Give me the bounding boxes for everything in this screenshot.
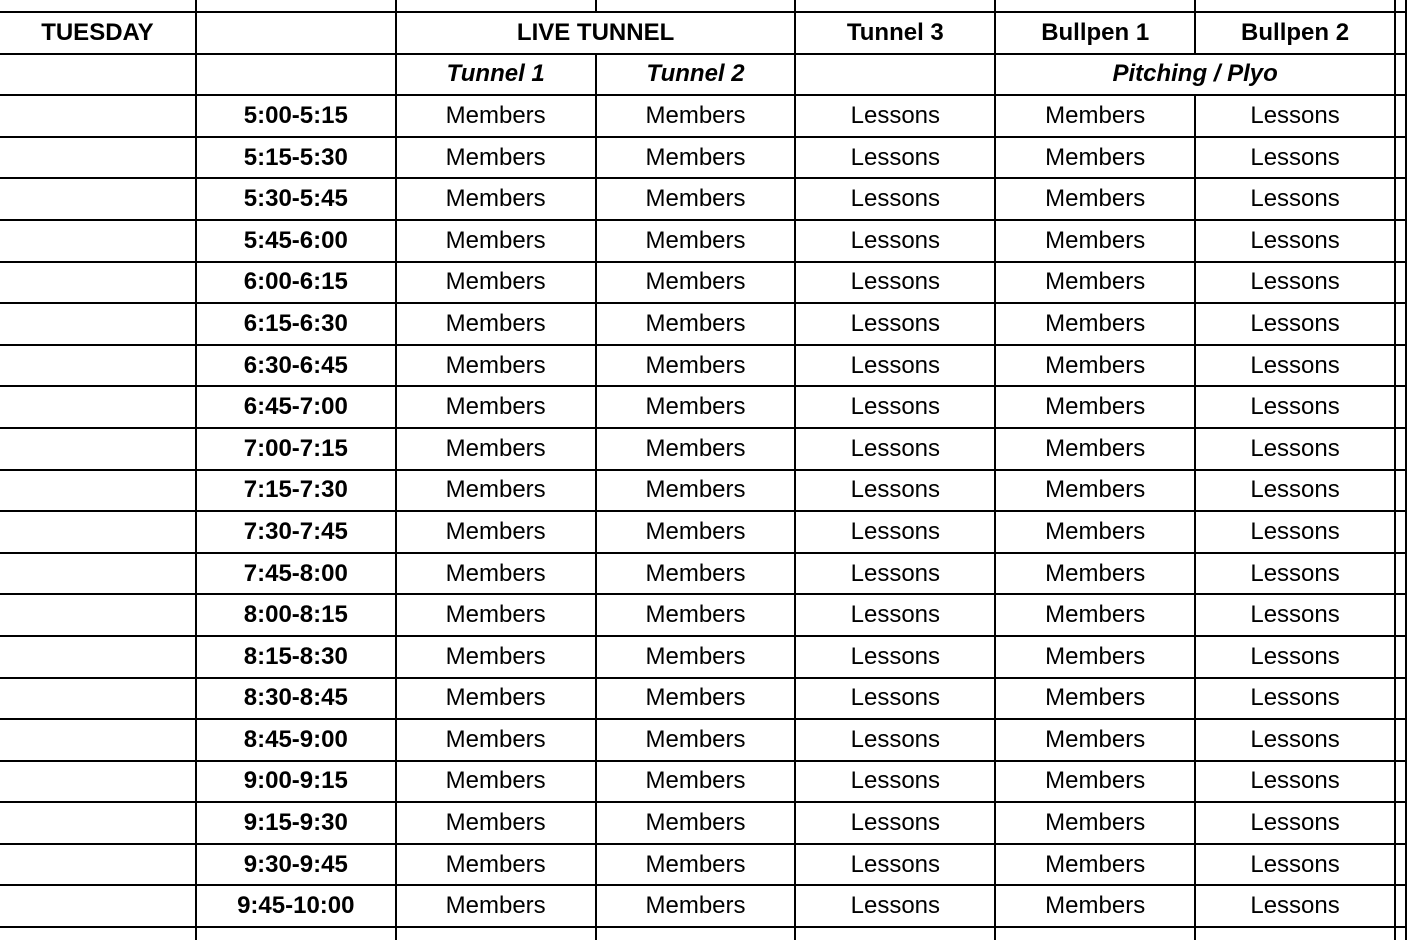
cell[interactable] xyxy=(1395,262,1406,304)
cell[interactable] xyxy=(0,927,196,940)
tunnel2-cell[interactable]: Members xyxy=(596,553,796,595)
cell[interactable] xyxy=(0,345,196,387)
table-row xyxy=(0,719,1406,761)
tunnel1-cell[interactable]: Members xyxy=(396,386,596,428)
cell[interactable] xyxy=(0,220,196,262)
cell[interactable] xyxy=(1395,220,1406,262)
cell[interactable] xyxy=(1395,553,1406,595)
time-slot-cell[interactable]: 5:00-5:15 xyxy=(196,95,396,137)
tunnel2-cell[interactable]: Members xyxy=(596,761,796,803)
tunnel1-cell[interactable]: Members xyxy=(396,137,596,179)
tunnel3-cell[interactable]: Lessons xyxy=(795,844,995,886)
bullpen1-cell[interactable]: Members xyxy=(995,428,1195,470)
cell[interactable] xyxy=(0,636,196,678)
bullpen1-cell[interactable]: Members xyxy=(995,262,1195,304)
time-slot-cell[interactable]: 5:45-6:00 xyxy=(196,220,396,262)
cell[interactable] xyxy=(0,844,196,886)
tunnel2-cell[interactable]: Members xyxy=(596,428,796,470)
cell[interactable] xyxy=(196,927,396,940)
tunnel3-cell[interactable]: Lessons xyxy=(795,636,995,678)
tunnel2-cell[interactable]: Members xyxy=(596,594,796,636)
tunnel3-cell[interactable]: Lessons xyxy=(795,553,995,595)
tunnel2-cell[interactable]: Members xyxy=(596,220,796,262)
bullpen1-cell[interactable]: Members xyxy=(995,511,1195,553)
bullpen2-cell[interactable]: Lessons xyxy=(1195,137,1395,179)
cell[interactable] xyxy=(0,428,196,470)
tunnel3-cell[interactable]: Lessons xyxy=(795,678,995,720)
tunnel1-cell[interactable]: Members xyxy=(396,594,596,636)
cell[interactable] xyxy=(0,386,196,428)
cell[interactable] xyxy=(396,0,596,12)
time-slot-cell[interactable]: 6:30-6:45 xyxy=(196,345,396,387)
cell[interactable] xyxy=(1395,12,1406,54)
cell[interactable] xyxy=(0,594,196,636)
time-slot-cell[interactable]: 9:45-10:00 xyxy=(196,885,396,927)
table-row xyxy=(0,594,1406,636)
bullpen2-cell[interactable]: Lessons xyxy=(1195,636,1395,678)
bullpen1-cell[interactable]: Members xyxy=(995,178,1195,220)
tunnel1-cell[interactable]: Members xyxy=(396,636,596,678)
time-slot-cell[interactable]: 7:15-7:30 xyxy=(196,470,396,512)
tunnel3-cell[interactable]: Lessons xyxy=(795,262,995,304)
tunnel2-cell[interactable]: Members xyxy=(596,719,796,761)
bullpen1-cell[interactable]: Members xyxy=(995,802,1195,844)
bullpen1-cell[interactable]: Members xyxy=(995,761,1195,803)
tunnel2-cell[interactable]: Members xyxy=(596,303,796,345)
tunnel3-cell[interactable]: Lessons xyxy=(795,511,995,553)
time-slot-cell[interactable]: 5:30-5:45 xyxy=(196,178,396,220)
bullpen1-cell[interactable]: Members xyxy=(995,678,1195,720)
table-row xyxy=(0,178,1406,220)
pitching-plyo-header[interactable]: Pitching / Plyo xyxy=(995,54,1395,96)
bullpen1-cell[interactable]: Members xyxy=(995,386,1195,428)
tunnel2-cell[interactable]: Members xyxy=(596,178,796,220)
tunnel1-cell[interactable]: Members xyxy=(396,885,596,927)
table-row xyxy=(0,303,1406,345)
tunnel1-cell[interactable]: Members xyxy=(396,262,596,304)
tunnel3-cell[interactable]: Lessons xyxy=(795,802,995,844)
tunnel3-cell[interactable]: Lessons xyxy=(795,428,995,470)
tunnel1-cell[interactable]: Members xyxy=(396,511,596,553)
tunnel1-cell[interactable]: Members xyxy=(396,678,596,720)
table-row xyxy=(0,885,1406,927)
bullpen2-cell[interactable]: Lessons xyxy=(1195,303,1395,345)
cell[interactable] xyxy=(1395,802,1406,844)
time-slot-cell[interactable]: 6:00-6:15 xyxy=(196,262,396,304)
cell[interactable] xyxy=(1395,428,1406,470)
cell[interactable] xyxy=(1395,54,1406,96)
tunnel3-cell[interactable]: Lessons xyxy=(795,220,995,262)
cell[interactable] xyxy=(0,511,196,553)
tunnel3-cell[interactable]: Lessons xyxy=(795,885,995,927)
table-row xyxy=(0,511,1406,553)
bullpen1-cell[interactable]: Members xyxy=(995,553,1195,595)
time-slot-cell[interactable]: 9:30-9:45 xyxy=(196,844,396,886)
tunnel3-cell[interactable]: Lessons xyxy=(795,178,995,220)
cell[interactable] xyxy=(0,95,196,137)
bullpen1-cell[interactable]: Members xyxy=(995,95,1195,137)
time-slot-cell[interactable]: 7:45-8:00 xyxy=(196,553,396,595)
tunnel3-cell[interactable]: Lessons xyxy=(795,470,995,512)
cell[interactable] xyxy=(1395,844,1406,886)
bullpen2-cell[interactable]: Lessons xyxy=(1195,802,1395,844)
cell[interactable] xyxy=(1395,345,1406,387)
bullpen2-cell[interactable]: Lessons xyxy=(1195,470,1395,512)
time-slot-cell[interactable]: 8:45-9:00 xyxy=(196,719,396,761)
cell[interactable] xyxy=(1395,719,1406,761)
tunnel3-cell[interactable]: Lessons xyxy=(795,95,995,137)
tunnel3-cell[interactable]: Lessons xyxy=(795,303,995,345)
tunnel2-cell[interactable]: Members xyxy=(596,137,796,179)
table-row xyxy=(0,553,1406,595)
cell[interactable] xyxy=(795,927,995,940)
time-slot-cell[interactable]: 8:30-8:45 xyxy=(196,678,396,720)
cell[interactable] xyxy=(1395,178,1406,220)
cell[interactable] xyxy=(1395,0,1406,12)
cell[interactable] xyxy=(795,54,995,96)
table-row xyxy=(0,95,1406,137)
cell[interactable] xyxy=(1395,678,1406,720)
tunnel1-cell[interactable]: Members xyxy=(396,95,596,137)
tunnel1-cell[interactable]: Members xyxy=(396,844,596,886)
cell[interactable] xyxy=(596,0,796,12)
bullpen1-cell[interactable]: Members xyxy=(995,345,1195,387)
cell[interactable] xyxy=(1395,386,1406,428)
bullpen2-cell[interactable]: Lessons xyxy=(1195,553,1395,595)
tunnel1-cell[interactable]: Members xyxy=(396,802,596,844)
bullpen2-cell[interactable]: Lessons xyxy=(1195,678,1395,720)
table-row xyxy=(0,844,1406,886)
time-slot-cell[interactable]: 6:15-6:30 xyxy=(196,303,396,345)
time-slot-cell[interactable]: 5:15-5:30 xyxy=(196,137,396,179)
cell[interactable] xyxy=(0,678,196,720)
table-row xyxy=(0,386,1406,428)
bullpen1-cell[interactable]: Members xyxy=(995,885,1195,927)
time-slot-cell[interactable]: 6:45-7:00 xyxy=(196,386,396,428)
bullpen1-cell[interactable]: Members xyxy=(995,844,1195,886)
bullpen1-cell[interactable]: Members xyxy=(995,594,1195,636)
bullpen2-cell[interactable]: Lessons xyxy=(1195,885,1395,927)
bullpen1-cell[interactable]: Members xyxy=(995,137,1195,179)
cell[interactable] xyxy=(795,0,995,12)
table-row xyxy=(0,345,1406,387)
bullpen2-cell[interactable]: Lessons xyxy=(1195,262,1395,304)
tunnel1-cell[interactable]: Members xyxy=(396,220,596,262)
tunnel1-cell[interactable]: Members xyxy=(396,470,596,512)
bullpen2-cell[interactable]: Lessons xyxy=(1195,428,1395,470)
cell[interactable] xyxy=(196,0,396,12)
bullpen2-cell[interactable]: Lessons xyxy=(1195,345,1395,387)
table-row xyxy=(0,428,1406,470)
cell[interactable] xyxy=(1395,137,1406,179)
cell[interactable] xyxy=(0,470,196,512)
bullpen2-header[interactable]: Bullpen 2 xyxy=(1195,12,1395,54)
bullpen2-cell[interactable]: Lessons xyxy=(1195,511,1395,553)
bullpen1-cell[interactable]: Members xyxy=(995,636,1195,678)
cell[interactable] xyxy=(1195,0,1395,12)
bullpen2-cell[interactable]: Lessons xyxy=(1195,844,1395,886)
tunnel2-header[interactable]: Tunnel 2 xyxy=(596,54,796,96)
table-row xyxy=(0,802,1406,844)
cell[interactable] xyxy=(995,927,1195,940)
tunnel2-cell[interactable]: Members xyxy=(596,470,796,512)
cell[interactable] xyxy=(396,927,596,940)
tunnel1-cell[interactable]: Members xyxy=(396,719,596,761)
bullpen1-cell[interactable]: Members xyxy=(995,719,1195,761)
header-row-2 xyxy=(0,54,1406,96)
tunnel2-cell[interactable]: Members xyxy=(596,95,796,137)
cell[interactable] xyxy=(0,761,196,803)
cell[interactable] xyxy=(1395,885,1406,927)
bullpen2-cell[interactable]: Lessons xyxy=(1195,220,1395,262)
cell[interactable] xyxy=(0,54,196,96)
tunnel3-cell[interactable]: Lessons xyxy=(795,137,995,179)
tunnel1-cell[interactable]: Members xyxy=(396,345,596,387)
bullpen2-cell[interactable]: Lessons xyxy=(1195,178,1395,220)
day-cell[interactable]: TUESDAY xyxy=(0,12,196,54)
tunnel3-cell[interactable]: Lessons xyxy=(795,761,995,803)
cell[interactable] xyxy=(1395,95,1406,137)
time-slot-cell[interactable]: 7:00-7:15 xyxy=(196,428,396,470)
table-row xyxy=(0,137,1406,179)
tunnel2-cell[interactable]: Members xyxy=(596,885,796,927)
cell[interactable] xyxy=(1395,761,1406,803)
table-row xyxy=(0,262,1406,304)
table-row xyxy=(0,761,1406,803)
cell[interactable] xyxy=(0,802,196,844)
tunnel2-cell[interactable]: Members xyxy=(596,636,796,678)
cell[interactable] xyxy=(1395,594,1406,636)
tunnel3-cell[interactable]: Lessons xyxy=(795,386,995,428)
cell[interactable] xyxy=(1395,303,1406,345)
cell[interactable] xyxy=(0,262,196,304)
cell[interactable] xyxy=(196,54,396,96)
table-row xyxy=(0,678,1406,720)
cell[interactable] xyxy=(0,0,196,12)
tunnel2-cell[interactable]: Members xyxy=(596,678,796,720)
tunnel3-cell[interactable]: Lessons xyxy=(795,719,995,761)
bullpen1-cell[interactable]: Members xyxy=(995,470,1195,512)
header-row-1 xyxy=(0,12,1406,54)
cell[interactable] xyxy=(596,927,796,940)
tunnel1-cell[interactable]: Members xyxy=(396,761,596,803)
time-slot-cell[interactable]: 9:15-9:30 xyxy=(196,802,396,844)
bullpen2-cell[interactable]: Lessons xyxy=(1195,761,1395,803)
cell[interactable] xyxy=(1395,927,1406,940)
cell[interactable] xyxy=(0,303,196,345)
tunnel2-cell[interactable]: Members xyxy=(596,345,796,387)
time-slot-cell[interactable]: 9:00-9:15 xyxy=(196,761,396,803)
cell[interactable] xyxy=(0,137,196,179)
tunnel3-cell[interactable]: Lessons xyxy=(795,594,995,636)
cell[interactable] xyxy=(995,0,1195,12)
tunnel1-header[interactable]: Tunnel 1 xyxy=(396,54,596,96)
table-row xyxy=(0,220,1406,262)
cell[interactable] xyxy=(196,12,396,54)
tunnel1-cell[interactable]: Members xyxy=(396,428,596,470)
tunnel1-cell[interactable]: Members xyxy=(396,553,596,595)
cell[interactable] xyxy=(1395,636,1406,678)
tunnel1-cell[interactable]: Members xyxy=(396,303,596,345)
table-row xyxy=(0,636,1406,678)
time-slot-cell[interactable]: 7:30-7:45 xyxy=(196,511,396,553)
bullpen2-cell[interactable]: Lessons xyxy=(1195,95,1395,137)
tunnel3-header[interactable]: Tunnel 3 xyxy=(795,12,995,54)
cell[interactable] xyxy=(0,178,196,220)
tunnel2-cell[interactable]: Members xyxy=(596,386,796,428)
table-row xyxy=(0,470,1406,512)
cell[interactable] xyxy=(0,553,196,595)
time-slot-cell[interactable]: 8:00-8:15 xyxy=(196,594,396,636)
cell[interactable] xyxy=(0,885,196,927)
bullpen1-cell[interactable]: Members xyxy=(995,220,1195,262)
tunnel1-cell[interactable]: Members xyxy=(396,178,596,220)
time-slot-cell[interactable]: 8:15-8:30 xyxy=(196,636,396,678)
tunnel2-cell[interactable]: Members xyxy=(596,802,796,844)
bullpen2-cell[interactable]: Lessons xyxy=(1195,386,1395,428)
tunnel3-cell[interactable]: Lessons xyxy=(795,345,995,387)
bullpen1-cell[interactable]: Members xyxy=(995,303,1195,345)
bullpen2-cell[interactable]: Lessons xyxy=(1195,719,1395,761)
cell[interactable] xyxy=(0,719,196,761)
bullpen1-header[interactable]: Bullpen 1 xyxy=(995,12,1195,54)
tunnel2-cell[interactable]: Members xyxy=(596,262,796,304)
tunnel2-cell[interactable]: Members xyxy=(596,844,796,886)
live-tunnel-header[interactable]: LIVE TUNNEL xyxy=(396,12,796,54)
bullpen2-cell[interactable]: Lessons xyxy=(1195,594,1395,636)
tunnel2-cell[interactable]: Members xyxy=(596,511,796,553)
cell[interactable] xyxy=(1395,470,1406,512)
cell[interactable] xyxy=(1195,927,1395,940)
cell[interactable] xyxy=(1395,511,1406,553)
